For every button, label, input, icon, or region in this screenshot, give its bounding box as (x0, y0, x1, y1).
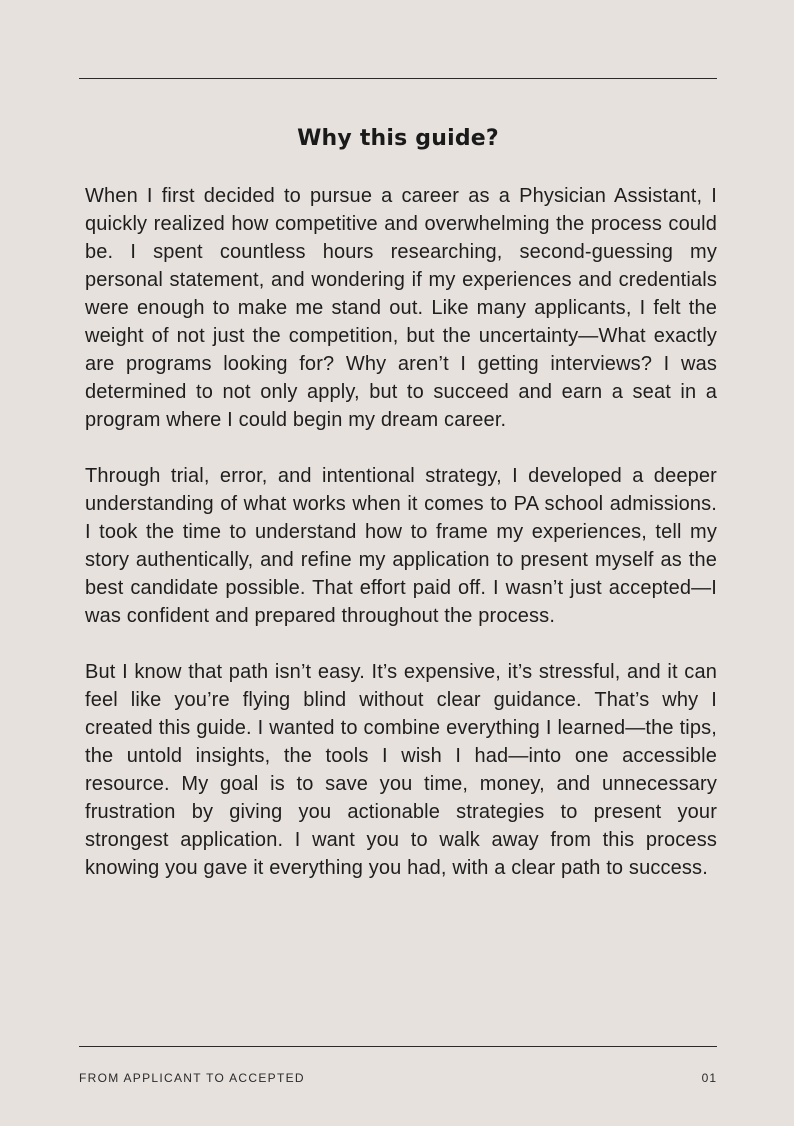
paragraph-3: But I know that path isn’t easy. It’s expensive, it’s stressful, and it can feel like you’re flying blind without clear guidance. That’s why I created this guide. I wanted to combine everything I learned—the tips, the untold insights, the tools I wish I had—into one accessible resource. My goal is to save you time, money, and unnecessary frustration by giving you actionable strategies to present your strongest application. I want you to walk away from this process knowing you gave it everything you had, with a clear path to success. (85, 661, 717, 879)
body-text (85, 182, 717, 910)
paragraph-1: When I first decided to pursue a career as a Physician Assistant, I quickly realized how competitive and overwhelming the process could be. I spent countless hours researching, second-guessing my personal statement, and wondering if my experiences and credentials were enough to make me stand out. Like many applicants, I felt the weight of not just the competition, but the uncertainty—What exactly are programs looking for? Why aren’t I getting interviews? I was determined to not only apply, but to succeed and earn a seat in a program where I could begin my dream career. (85, 185, 717, 431)
footer-page-number: 01 (701, 1071, 717, 1085)
footer-book-title: FROM APPLICANT TO ACCEPTED (79, 1071, 305, 1085)
bottom-divider (79, 1046, 717, 1047)
page-title: Why this guide? (297, 126, 499, 151)
paragraph-2: Through trial, error, and intentional strategy, I developed a deeper understanding of what works when it comes to PA school admissions. I took the time to understand how to frame my experiences, tell my story authentically, and refine my application to present myself as the best candidate possible. That effort paid off. I wasn’t just accepted—I was confident and prepared throughout the process. (85, 465, 717, 627)
top-divider (79, 78, 717, 79)
